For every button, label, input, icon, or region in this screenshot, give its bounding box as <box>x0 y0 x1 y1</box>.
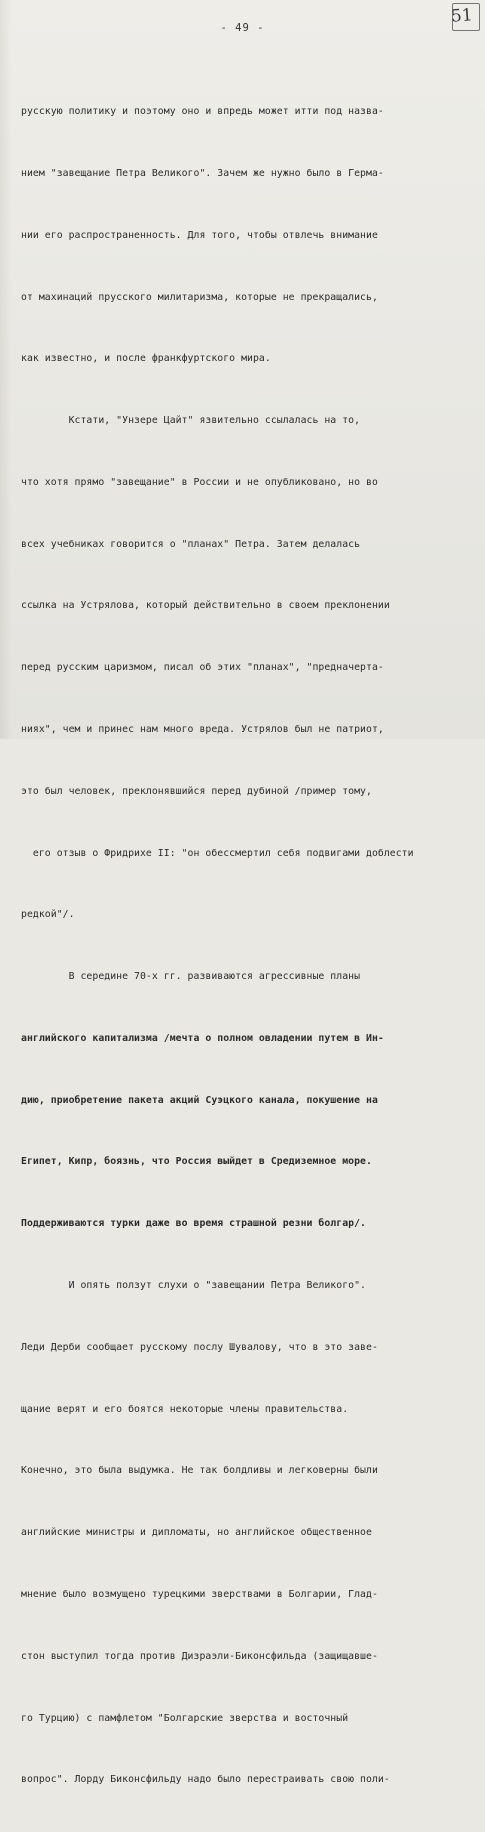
text-line: Леди Дерби сообщает русскому послу Шувалову, что в это заве- <box>21 1341 378 1353</box>
text-line: его отзыв о Фридрихе II: "он обессмертил себя подвигами доблести <box>21 847 414 859</box>
text-line: мнение было возмущено турецкими зверствами в Болгарии, Глад- <box>21 1588 378 1600</box>
text-line: это был человек, преклонявшийся перед дубиной /пример тому, <box>21 785 372 797</box>
text-line: щание верят и его боятся некоторые члены правительства. <box>21 1403 349 1415</box>
text-line: дию, приобретение пакета акций Суэцкого канала, покушение на <box>21 1094 378 1106</box>
text-line: Конечно, это была выдумка. Не так болдливы и легковерны были <box>21 1465 378 1477</box>
text-line: В середине 70-х гг. развиваются агрессивные планы <box>21 971 361 983</box>
text-line: что хотя прямо "завещание" в России и не опубликовано, но во <box>21 476 378 488</box>
page-number: - 49 - <box>220 22 265 34</box>
text-line: русскую политику и поэтому оно и впредь может итти под назва- <box>21 106 384 118</box>
text-line: всех учебниках говорится о "планах" Петра. Затем делалась <box>21 538 361 550</box>
text-line: го Турцию) с памфлетом "Болгарские зверства и восточный <box>21 1712 349 1724</box>
text-line: стон выступил тогда против Дизраэли-Биконсфильда (защищавше- <box>21 1650 378 1662</box>
text-line: И опять ползут слухи о "завещании Петра Великого". <box>21 1280 366 1292</box>
text-line: перед русским царизмом, писал об этих "планах", "предначертa- <box>21 662 384 674</box>
text-line: Поддерживаются турки даже во время страшной резни болгар/. <box>21 1218 366 1230</box>
text-line: Кстати, "Унзере Цайт" язвительно ссылалась на то, <box>21 415 361 427</box>
typed-body-text <box>21 61 483 1832</box>
folio-number: 51 <box>450 5 474 27</box>
text-line: ссылка на Устрялова, который действительно в своем преклонении <box>21 600 390 612</box>
text-line: как известно, и после франкфуртского мира. <box>21 353 271 365</box>
text-line: от махинаций прусского милитаризма, которые не прекращались, <box>21 291 378 303</box>
text-line: английские министры и дипломаты, но английское общественное <box>21 1527 372 1539</box>
text-line: ниях", чем и принес нам много вреда. Устрялов был не патриот, <box>21 724 384 735</box>
text-line: нии его распространенность. Для того, чтобы отвлечь внимание <box>21 229 378 241</box>
text-line: нием "завещание Петра Великого". Зачем же нужно было в Герма- <box>21 167 384 179</box>
text-line: Египет, Кипр, боязнь, что Россия выйдет в Средиземное море. <box>21 1156 372 1168</box>
page-edge-shadow <box>0 0 12 739</box>
text-line: редкой"/. <box>21 909 75 921</box>
text-line: вопрос". Лорду Биконсфильду надо было перестраивать свою поли- <box>21 1774 390 1786</box>
text-line: английского капитализма /мечта о полном овладении путем в Ин- <box>21 1032 384 1044</box>
